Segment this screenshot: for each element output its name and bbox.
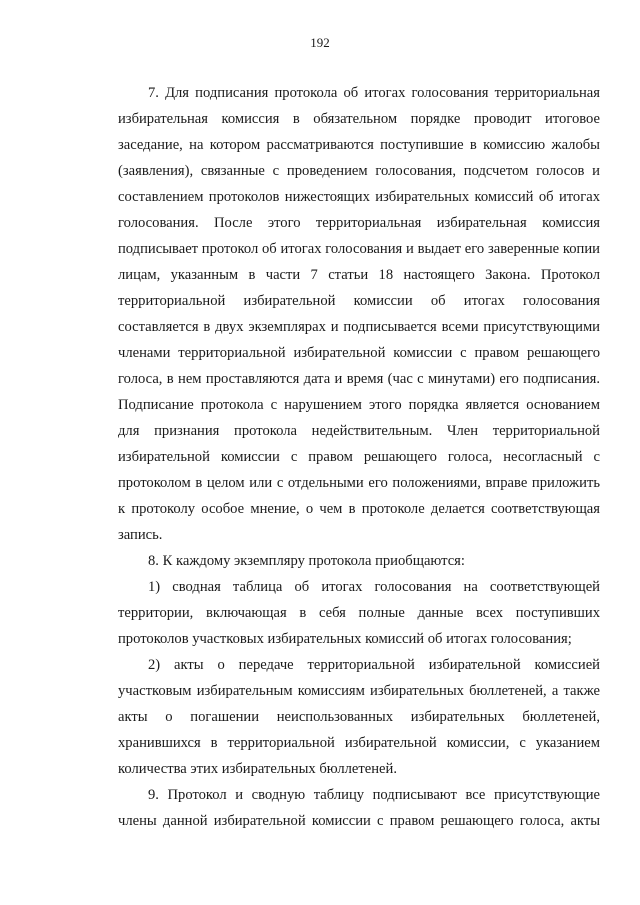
list-item-1: 1) сводная таблица об итогах голосования на соответствующей территории, включающая в себя полные данные всех поступивших протоколов участковых избирательных комиссий об итогах голосования;: [118, 579, 600, 647]
paragraph-8: 8. К каждому экземпляру протокола приобщаются:: [148, 553, 465, 569]
paragraph-7: 7. Для подписания протокола об итогах голосования территориальная избирательная комиссия в обязательном порядке проводит итоговое заседание, на котором рассматриваются поступившие в комиссию жалобы (заявления), связанные с проведением голосования, подсчетом голосов и составлением протоколов нижестоящих избирательных комиссий об итогах голосования. После этого территориальная избирательная комиссия подписывает протокол об итогах голосования и выдает его заверенные копии лицам, указанным в части 7 статьи 18 настоящего Закона. Протокол территориальной избирательной комиссии об итогах голосования составляется в двух экземплярах и подписывается всеми присутствующими членами территориальной избирательной комиссии с правом решающего голоса, в нем проставляются дата и время (час с минутами) его подписания. Подписание протокола с нарушением этого порядка является основанием для признания протокола недействительным. Член территориальной избирательной комиссии с правом решающего голоса, несогласный с протоколом в целом или с отдельными его положениями, вправе приложить к протоколу особое мнение, о чем в протоколе делается соответствующая запись.: [118, 85, 600, 543]
list-item-2: 2) акты о передаче территориальной избирательной комиссией участковым избирательным комиссиям избирательных бюллетеней, а также акты о погашении неиспользованных избирательных бюллетеней, хранившихся в территориальной избирательной комиссии, с указанием количества этих избирательных бюллетеней.: [118, 657, 600, 777]
paragraph-9: 9. Протокол и сводную таблицу подписывают все присутствующие члены данной избирательной комиссии с правом решающего голоса, акты: [118, 787, 600, 829]
body-text: [118, 80, 600, 834]
page-number: 192: [310, 35, 330, 50]
